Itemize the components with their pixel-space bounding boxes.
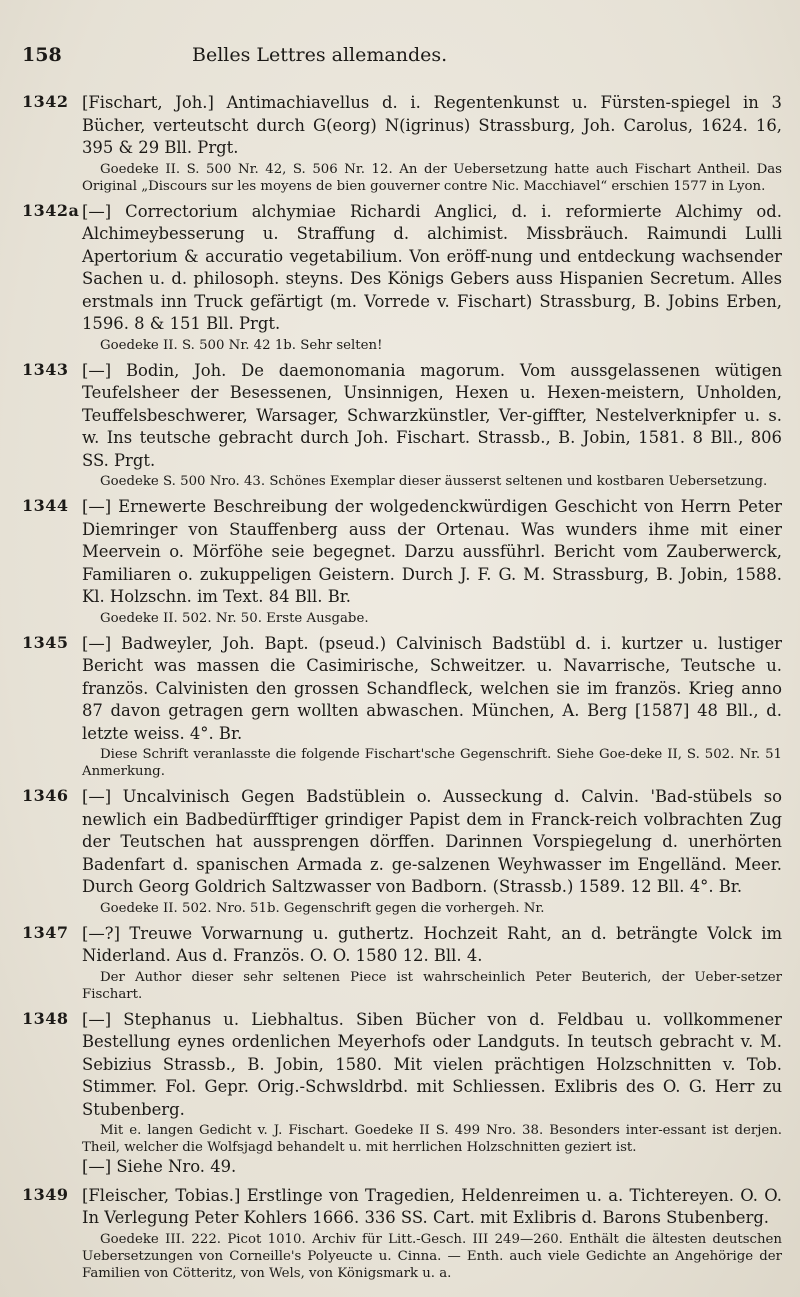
catalog-entry — [22, 360, 782, 491]
entry-text: [Fischart, Joh.] Antimachiavellus d. i. Regentenkunst u. Fürsten-spiegel in 3 Bücher, verteutscht durch G(eorg) N(igrinus) Strassburg, Joh. Carolus, 1624. 16, 395 & 29 Bll. Prgt. — [82, 93, 782, 157]
entry-note: Goedeke S. 500 Nro. 43. Schönes Exemplar dieser äusserst seltenen und kostbaren Uebersetzung. — [100, 474, 768, 489]
entry-note: Goedeke II. 502. Nro. 51b. Gegenschrift gegen die vorhergeh. Nr. — [100, 900, 545, 916]
entry-note: Goedeke III. 222. Picot 1010. Archiv für Litt.-Gesch. III 249—260. Enthält die ältesten deutschen Uebersetzungen von Corneille's Polyeucte u. Cinna. — Enth. auch viele Gedichte an Angehörige der Familien von Cötteritz, von Wels, von Königsmark u. a. — [82, 1231, 782, 1281]
entry-cross-reference: [—] Siehe Nro. 49. — [82, 1157, 237, 1176]
entry-text: [—] Ernewerte Beschreibung der wolgedenckwürdigen Geschicht von Herrn Peter Diemringer von Stauffenberg auss der Ortenau. Was wunders ihme mit einer Meervein o. Mörföhe seie begegnet. Darzu aussführl. Bericht vom Zauberwerck, Familiaren o. zukuppeligen Geistern. Durch J. F. G. M. Strassburg, B. Jobin, 1588. Kl. Holzschn. im Text. 84 Bll. Br. — [82, 497, 782, 606]
catalog-entry — [22, 633, 782, 781]
catalog-entry — [22, 786, 782, 917]
catalog-entry — [22, 496, 782, 627]
catalog-entries — [22, 92, 782, 1288]
entry-text: [—] Bodin, Joh. De daemonomania magorum. Vom aussgelassenen wütigen Teufelsheer der Besessenen, Unsinnigen, Hexen u. Hexen-meistern, Unholden, Teuffelsbeschwerer, Warsager, Schwarzkünstler, Ver-giffter, Nestelverknipfer u. s. w. Ins teutsche gebracht durch Joh. Fischart. Strassb., B. Jobin, 1581. 8 Bll., 806 SS. Prgt. — [82, 360, 782, 470]
catalog-entry — [22, 201, 782, 354]
entry-note: Mit e. langen Gedicht v. J. Fischart. Goedeke II S. 499 Nro. 38. Besonders inter-essant ist derjen. Theil, welcher die Wolfsjagd behandelt u. mit herrlichen Holzschnitten geziert ist. — [82, 1123, 782, 1155]
catalog-entry — [22, 92, 782, 195]
entry-note: Der Author dieser sehr seltenen Piece ist wahrscheinlich Peter Beuterich, der Ueber-setzer Fischart. — [82, 969, 782, 1002]
entry-text: [—] Stephanus u. Liebhaltus. Siben Bücher von d. Feldbau u. vollkommener Bestellung eynes ordenlichen Meyerhofs oder Landguts. In teutsch gebracht v. M. Sebizius Strassb., B. Jobin, 1580. Mit vielen prächtigen Holzschnitten v. Tob. Stimmer. Fol. Gepr. Orig.-Schwsldrbd. mit Schliessen. Exlibris des O. G. Herr zu Stubenberg. — [82, 1009, 782, 1119]
page-header — [22, 44, 782, 74]
entry-text: [Fleischer, Tobias.] Erstlinge von Tragedien, Heldenreimen u. a. Tichtereyen. O. O. In Verlegung Peter Kohlers 1666. 336 SS. Cart. mit Exlibris d. Barons Stubenberg. — [82, 1185, 782, 1227]
entry-number: 1347 — [22, 922, 69, 942]
entry-text: [—] Badweyler, Joh. Bapt. (pseud.) Calvinisch Badstübl d. i. kurtzer u. lustiger Bericht was massen die Casimirische, Schweitzer. u. Navarrische, Teutsche u. französ. Calvinisten den grossen Schandfleck, welchen sie im französ. Krieg anno 87 davon getragen gern wollten abwaschen. München, A. Berg [1587] 48 Bll., d. letzte weiss. 4°. Br. — [82, 633, 782, 743]
entry-number: 1348 — [22, 1008, 69, 1028]
entry-number: 1345 — [22, 632, 69, 652]
entry-note: Goedeke II. S. 500 Nr. 42, S. 506 Nr. 12. An der Uebersetzung hatte auch Fischart Antheil. Das Original „Discours sur les moyens de bien gouverner contre Nic. Macchiavel“ erschien 1577 in Lyon. — [82, 161, 782, 194]
entry-number: 1349 — [22, 1184, 69, 1204]
catalog-entry — [22, 1009, 782, 1179]
entry-note: Diese Schrift veranlasste die folgende Fischart'sche Gegenschrift. Siehe Goe-deke II, S. 502. Nr. 51 Anmerkung. — [82, 747, 782, 779]
entry-number: 1343 — [22, 359, 69, 379]
entry-number: 1344 — [22, 496, 69, 515]
catalog-entry — [22, 923, 782, 1003]
entry-note: Goedeke II. 502. Nr. 50. Erste Ausgabe. — [100, 610, 369, 626]
entry-note: Goedeke II. S. 500 Nr. 42 1b. Sehr selten! — [100, 337, 383, 353]
running-title: Belles Lettres allemandes. — [192, 44, 448, 66]
catalog-entry — [22, 1185, 782, 1282]
entry-text: [—] Uncalvinisch Gegen Badstüblein o. Ausseckung d. Calvin. 'Bad-stübels so newlich ein Badbedürfftiger grindiger Papist dem in Franck-reich volbrachten Zug der Teutschen hat aussprengen dörffen. Darinnen Vorspiegelung d. unerhörten Badenfart d. spanischen Armada z. ge-salzenen Weyhwasser im Engelländ. Meer. Durch Georg Goldrich Saltzwasser von Badborn. (Strassb.) 1589. 12 Bll. 4°. Br. — [82, 787, 782, 896]
entry-number: 1342 — [22, 92, 69, 111]
entry-text: [—] Correctorium alchymiae Richardi Anglici, d. i. reformierte Alchimy od. Alchimeybesserung u. Straffung d. alchimist. Missbräuch. Raimundi Lulli Apertorium & accuratio vegetabilium. Von eröff-nung und entdeckung wachsender Sachen u. d. philosoph. steyns. Des Königs Gebers auss Hispanien Secretum. Alles erstmals inn Truck gefärtigt (m. Vorrede v. Fischart) Strassburg, B. Jobins Erben, 1596. 8 & 151 Bll. Prgt. — [82, 201, 782, 333]
page-number: 158 — [22, 44, 62, 66]
entry-number: 1342a — [22, 200, 80, 220]
entry-text: [—?] Treuwe Vorwarnung u. guthertz. Hochzeit Raht, an d. beträngte Volck im Niderland. Aus d. Französ. O. O. 1580 12. Bll. 4. — [82, 923, 782, 965]
entry-number: 1346 — [22, 786, 69, 805]
